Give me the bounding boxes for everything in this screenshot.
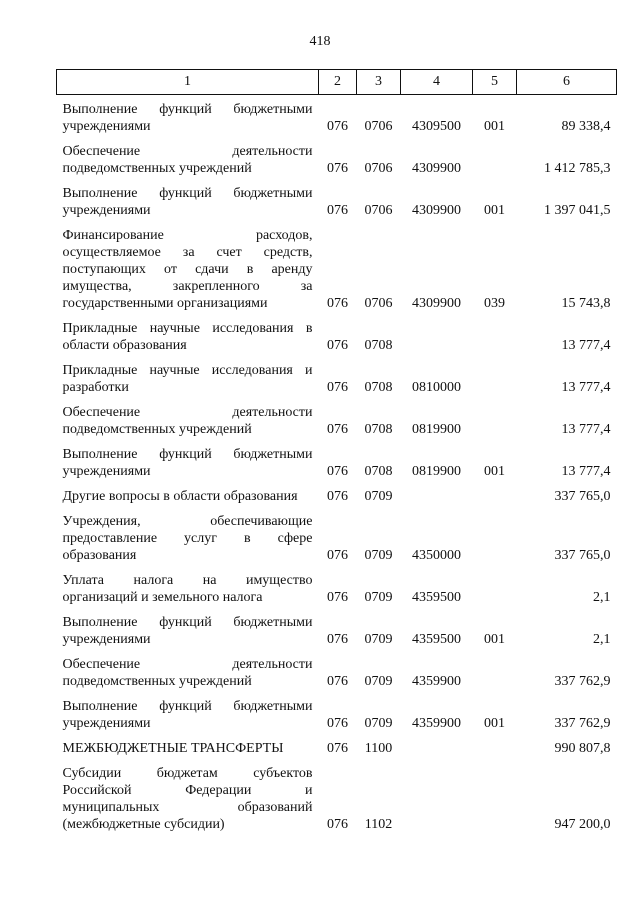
row-amount: 990 807,8 (554, 741, 611, 756)
row-section-code: 0708 (364, 464, 393, 479)
row-name: Выполнение функций бюджетными учреждениями (62, 186, 313, 218)
row-ved-code: 076 (327, 548, 348, 563)
row-expense-type-code: 001 (484, 203, 505, 218)
table-row (57, 137, 617, 179)
row-target-code: 4309900 (412, 203, 461, 218)
row-expense-type-code (473, 759, 517, 835)
row-name: Выполнение функций бюджетными учреждениями (62, 102, 313, 134)
row-name: Финансирование расходов, осуществляемое за счет средств, поступающих от сдачи в аренду имущества, закрепленного за государственными организациями (62, 228, 313, 311)
row-amount: 337 762,9 (554, 716, 611, 731)
row-amount: 89 338,4 (561, 119, 611, 134)
table-row (57, 650, 617, 692)
row-name: Другие вопросы в области образования (62, 489, 298, 504)
column-header: 6 (517, 70, 617, 95)
row-target-code (401, 759, 473, 835)
row-name: Обеспечение деятельности подведомственных учреждений (62, 657, 313, 689)
row-ved-code: 076 (327, 380, 348, 395)
page-number: 418 (309, 34, 331, 49)
table-row (57, 221, 617, 314)
row-ved-code: 076 (327, 590, 348, 605)
row-expense-type-code (473, 734, 517, 759)
table-row (57, 440, 617, 482)
row-target-code: 4359500 (412, 590, 461, 605)
row-ved-code: 076 (327, 674, 348, 689)
table-row (57, 507, 617, 566)
table-row (57, 734, 617, 759)
row-amount: 13 777,4 (561, 464, 611, 479)
row-ved-code: 076 (327, 817, 348, 832)
row-ved-code: 076 (327, 161, 348, 176)
row-ved-code: 076 (327, 119, 348, 134)
row-name: Выполнение функций бюджетными учреждениями (62, 699, 313, 731)
row-target-code: 0819900 (412, 464, 461, 479)
row-section-code: 0709 (364, 489, 393, 504)
row-name: Уплата налога на имущество организаций и земельного налога (62, 573, 313, 605)
row-section-code: 0708 (364, 380, 393, 395)
table-header-row (57, 70, 617, 95)
row-target-code: 0810000 (412, 380, 461, 395)
row-name: Прикладные научные исследования и разработки (62, 363, 313, 395)
row-amount: 1 397 041,5 (544, 203, 611, 218)
row-section-code: 0709 (364, 590, 393, 605)
row-section-code: 1100 (364, 741, 393, 756)
row-expense-type-code: 001 (484, 632, 505, 647)
row-section-code: 0706 (364, 161, 393, 176)
row-target-code: 4350000 (412, 548, 461, 563)
row-amount: 2,1 (593, 590, 611, 605)
row-expense-type-code (473, 507, 517, 566)
row-ved-code: 076 (327, 338, 348, 353)
row-section-code: 0709 (364, 716, 393, 731)
row-ved-code: 076 (327, 422, 348, 437)
row-name: Выполнение функций бюджетными учреждениями (62, 615, 313, 647)
row-section-code: 1102 (364, 817, 393, 832)
table-row (57, 356, 617, 398)
column-header: 3 (357, 70, 401, 95)
row-amount: 13 777,4 (561, 380, 611, 395)
row-amount: 13 777,4 (561, 422, 611, 437)
column-header: 2 (319, 70, 357, 95)
row-ved-code: 076 (327, 296, 348, 311)
row-section-code: 0709 (364, 632, 393, 647)
row-amount: 15 743,8 (561, 296, 611, 311)
row-ved-code: 076 (327, 203, 348, 218)
row-expense-type-code: 001 (484, 464, 505, 479)
table-body (57, 95, 617, 836)
row-section-code: 0706 (364, 119, 393, 134)
row-target-code: 4359900 (412, 716, 461, 731)
row-section-code: 0709 (364, 674, 393, 689)
row-target-code: 0819900 (412, 422, 461, 437)
row-expense-type-code (473, 314, 517, 356)
row-ved-code: 076 (327, 464, 348, 479)
row-amount: 947 200,0 (554, 817, 611, 832)
budget-table (56, 69, 617, 835)
row-ved-code: 076 (327, 741, 348, 756)
row-expense-type-code (473, 137, 517, 179)
row-amount: 1 412 785,3 (544, 161, 611, 176)
row-target-code: 4309500 (412, 119, 461, 134)
row-name: Обеспечение деятельности подведомственных учреждений (62, 144, 313, 176)
row-target-code (401, 314, 473, 356)
row-name: Прикладные научные исследования в области образования (62, 321, 313, 353)
row-target-code (401, 734, 473, 759)
table-row (57, 398, 617, 440)
row-amount: 2,1 (593, 632, 611, 647)
row-section-code: 0708 (364, 338, 393, 353)
row-expense-type-code (473, 398, 517, 440)
table-row (57, 759, 617, 835)
table-row (57, 608, 617, 650)
table-row (57, 692, 617, 734)
row-ved-code: 076 (327, 489, 348, 504)
row-amount: 337 765,0 (554, 489, 611, 504)
column-header: 4 (401, 70, 473, 95)
row-section-code: 0706 (364, 203, 393, 218)
row-expense-type-code: 001 (484, 119, 505, 134)
row-amount: 337 765,0 (554, 548, 611, 563)
table-row (57, 179, 617, 221)
row-ved-code: 076 (327, 716, 348, 731)
row-target-code: 4359500 (412, 632, 461, 647)
row-ved-code: 076 (327, 632, 348, 647)
table-row (57, 95, 617, 138)
row-expense-type-code: 001 (484, 716, 505, 731)
row-section-code: 0708 (364, 422, 393, 437)
column-header: 5 (473, 70, 517, 95)
column-header: 1 (57, 70, 319, 95)
row-section-code: 0709 (364, 548, 393, 563)
row-expense-type-code (473, 356, 517, 398)
row-name: Выполнение функций бюджетными учреждениями (62, 447, 313, 479)
table-row (57, 566, 617, 608)
row-expense-type-code (473, 566, 517, 608)
row-name: Учреждения, обеспечивающие предоставление услуг в сфере образования (62, 514, 313, 563)
row-name: МЕЖБЮДЖЕТНЫЕ ТРАНСФЕРТЫ (62, 741, 284, 756)
row-amount: 13 777,4 (561, 338, 611, 353)
row-target-code (401, 482, 473, 507)
row-expense-type-code: 039 (484, 296, 505, 311)
row-name: Субсидии бюджетам субъектов Российской Федерации и муниципальных образований (межбюджетные субсидии) (62, 766, 313, 832)
row-target-code: 4309900 (412, 161, 461, 176)
table-row (57, 482, 617, 507)
table-row (57, 314, 617, 356)
row-expense-type-code (473, 482, 517, 507)
row-amount: 337 762,9 (554, 674, 611, 689)
row-section-code: 0706 (364, 296, 393, 311)
row-target-code: 4359900 (412, 674, 461, 689)
row-name: Обеспечение деятельности подведомственных учреждений (62, 405, 313, 437)
row-expense-type-code (473, 650, 517, 692)
row-target-code: 4309900 (412, 296, 461, 311)
